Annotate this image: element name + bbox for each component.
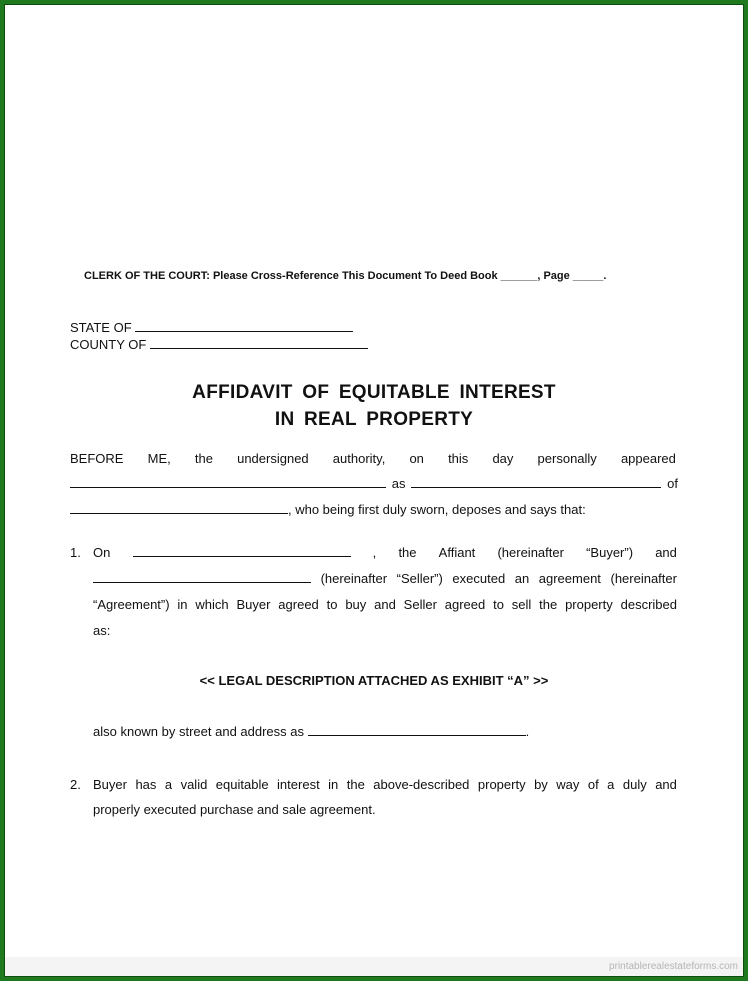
item-1-word: and xyxy=(374,597,396,612)
item-2-word: above-described xyxy=(373,777,470,792)
item-1-word: agreed xyxy=(444,597,486,612)
item-1-word: to xyxy=(326,597,338,612)
intro-word: undersigned xyxy=(237,451,309,466)
street-address-period: . xyxy=(525,724,530,739)
item-2-word: of xyxy=(587,777,599,792)
item-1-word: “Seller”) xyxy=(396,571,443,586)
item-1-line-4: as: xyxy=(93,623,111,638)
intro-of: of xyxy=(667,476,678,491)
watermark: printablerealestateforms.com xyxy=(609,961,738,972)
item-1-comma: , xyxy=(372,545,377,560)
item-1-word: “Agreement”) xyxy=(93,597,170,612)
item-1-word: (hereinafter xyxy=(610,571,677,586)
item-1-word: described xyxy=(620,597,677,612)
state-label: STATE OF xyxy=(70,320,132,335)
item-1-word: Buyer xyxy=(236,597,271,612)
item-1-word: agreed xyxy=(278,597,319,612)
item-1-word: “Buyer”) xyxy=(586,545,634,560)
item-2-word: valid xyxy=(180,777,208,792)
item-1-word: (hereinafter xyxy=(320,571,388,586)
item-1-word: agreement xyxy=(538,571,601,586)
item-2-word: has xyxy=(135,777,157,792)
item-1-word: to xyxy=(493,597,504,612)
item-2-word: way xyxy=(556,777,580,792)
item-1-word: sell xyxy=(511,597,532,612)
item-1-word: Seller xyxy=(403,597,437,612)
item-2-number: 2. xyxy=(70,777,81,792)
item-2-word: and xyxy=(655,777,677,792)
item-2-word: duly xyxy=(622,777,647,792)
item-2-word: by xyxy=(534,777,548,792)
item-2-word: Buyer xyxy=(93,777,127,792)
intro-word: appeared xyxy=(620,451,676,466)
item-1-word: the xyxy=(539,597,558,612)
item-2-word: a xyxy=(607,777,615,792)
document-title-line-2: IN REAL PROPERTY xyxy=(274,409,474,430)
item-1-word: which xyxy=(195,597,229,612)
item-1-word: Affiant xyxy=(438,545,476,560)
document-title-line-1: AFFIDAVIT OF EQUITABLE INTEREST xyxy=(192,382,556,403)
intro-word: BEFORE xyxy=(70,451,124,466)
item-2-word: interest xyxy=(277,777,320,792)
intro-word: day xyxy=(492,451,514,466)
item-1-word: (hereinafter xyxy=(497,545,564,560)
item-2-word: equitable xyxy=(215,777,269,792)
item-1-word: the xyxy=(398,545,417,560)
street-address-label: also known by street and address as xyxy=(93,724,305,739)
intro-word: the xyxy=(194,451,213,466)
item-1-number: 1. xyxy=(70,545,81,560)
item-1-word: in xyxy=(177,597,188,612)
intro-word: on xyxy=(409,451,424,466)
county-label: COUNTY OF xyxy=(70,337,147,352)
item-2-word: the xyxy=(346,777,365,792)
intro-word: authority, xyxy=(332,451,386,466)
item-2-word: a xyxy=(164,777,173,792)
item-1-word: an xyxy=(514,571,530,586)
intro-sworn-text: , who being first duly sworn, deposes and says that: xyxy=(288,502,586,517)
clerk-cross-reference-note: CLERK OF THE COURT: Please Cross-Reference This Document To Deed Book ______, Page _____. xyxy=(84,270,607,282)
item-2-word: property xyxy=(477,777,526,792)
item-1-word: buy xyxy=(345,597,367,612)
legal-description-exhibit-note: << LEGAL DESCRIPTION ATTACHED AS EXHIBIT “A” >> xyxy=(199,673,549,688)
item-1-on: On xyxy=(93,545,111,560)
intro-word: this xyxy=(448,451,469,466)
item-1-word: and xyxy=(655,545,677,560)
item-1-word: executed xyxy=(452,571,506,586)
item-1-word: property xyxy=(565,597,613,612)
intro-word: ME, xyxy=(147,451,171,466)
intro-as: as xyxy=(391,476,406,491)
item-2-word: in xyxy=(328,777,339,792)
item-2-line-2: properly executed purchase and sale agreement. xyxy=(93,802,376,817)
intro-word: personally xyxy=(537,451,597,466)
